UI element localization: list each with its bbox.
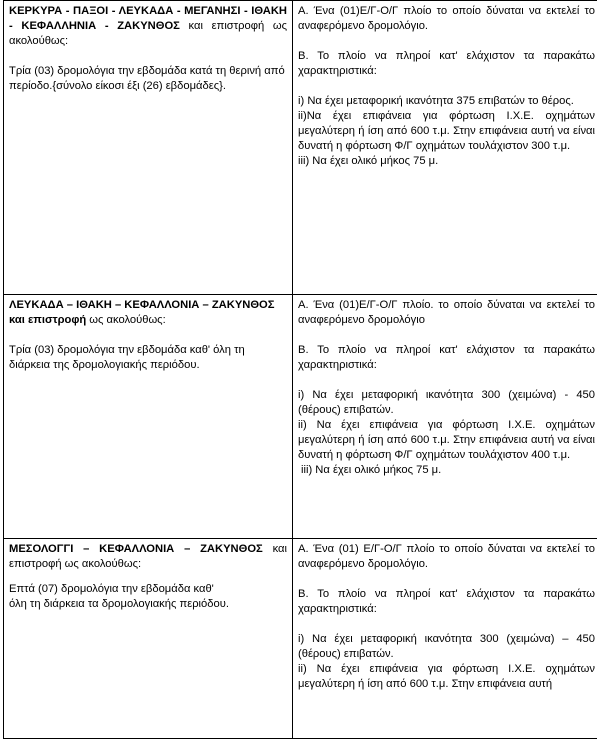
req-b: Β. Το πλοίο να πληροί κατ' ελάχιστον τα παρακάτω χαρακτηριστικά:	[298, 49, 595, 79]
req-b: Β. Το πλοίο να πληροί κατ' ελάχιστον τα παρακάτω χαρακτηριστικά:	[298, 343, 595, 373]
table-row	[4, 1, 597, 295]
req-a: Α. Ένα (01)Ε/Γ-Ο/Γ πλοίο. το οποίο δύναται να εκτελεί το αναφερόμενο δρομολόγιο	[298, 298, 595, 328]
req-a: Α. Ένα (01)Ε/Γ-Ο/Γ πλοίο το οποίο δύναται να εκτελεί το αναφερόμενο δρομολόγιο.	[298, 4, 595, 34]
route-cell	[4, 539, 293, 739]
requirements-cell	[293, 1, 597, 295]
schedule-text: Τρία (03) δρομολόγια την εβδομάδα κατά τη θερινή από περίοδο.{σύνολο είκοσι έξι (26) εβδομάδες}.	[9, 64, 287, 94]
route-tail: και επιστροφή ως ακολούθως:	[9, 543, 287, 570]
req-a: Α. Ένα (01) Ε/Γ-Ο/Γ πλοίο το οποίο δύναται να εκτελεί το αναφερόμενο δρομολόγιο.	[298, 542, 595, 572]
table-row	[4, 295, 597, 539]
requirements-cell	[293, 295, 597, 539]
schedule-text: Τρία (03) δρομολόγια την εβδομάδα καθ' όλη τη διάρκεια της δρομολογιακής περιόδου.	[9, 343, 287, 373]
route-tail: ως ακολούθως:	[86, 314, 166, 326]
req-ii: ii) Να έχει επιφάνεια για φόρτωση Ι.Χ.Ε. οχημάτων μεγαλύτερη ή ίση από 600 τ.μ. Στην επιφάνεια αυτή να είναι δυνατή η φόρτωση Φ/Γ οχημάτων τουλάχιστον 400 τ.μ.	[298, 418, 595, 463]
route-cell	[4, 1, 293, 295]
route-title	[9, 298, 287, 328]
route-name: ΚΕΡΚΥΡΑ - ΠΑΞΟΙ - ΛΕΥΚΑΔΑ - ΜΕΓΑΝΗΣΙ - ΙΘΑΚΗ - ΚΕΦΑΛΛΗΝΙΑ - ΖΑΚΥΝΘΟΣ	[9, 5, 287, 32]
route-name: ΜΕΣΟΛΟΓΓΙ – ΚΕΦΑΛΛΟΝΙΑ – ΖΑΚΥΝΘΟΣ	[9, 543, 263, 555]
req-ii: ii) Να έχει επιφάνεια για φόρτωση Ι.Χ.Ε. οχημάτων μεγαλύτερη ή ίση από 600 τ.μ. Στην επιφάνεια αυτή	[298, 662, 595, 692]
req-b: Β. Το πλοίο να πληροί κατ' ελάχιστον τα παρακάτω χαρακτηριστικά:	[298, 587, 595, 617]
requirements-cell	[293, 539, 597, 739]
route-title	[9, 542, 287, 572]
table-row	[4, 539, 597, 739]
req-i: i) Να έχει μεταφορική ικανότητα 375 επιβατών το θέρος.	[298, 94, 595, 109]
routes-table	[3, 0, 597, 739]
route-name: ΛΕΥΚΑΔΑ – ΙΘΑΚΗ – ΚΕΦΑΛΛΟΝΙΑ – ΖΑΚΥΝΘΟΣ και επιστροφή	[9, 299, 274, 326]
req-ii: ii)Να έχει επιφάνεια για φόρτωση Ι.Χ.Ε. οχημάτων μεγαλύτερη ή ίση από 600 τ.μ. Στην επιφάνεια αυτή να είναι δυνατή η φόρτωση Φ/Γ οχημάτων τουλάχιστον 300 τ.μ.	[298, 109, 595, 154]
schedule-line-2: όλη τη διάρκεια τα δρομολογιακής περιόδου.	[9, 597, 287, 612]
schedule-line-1: Επτά (07) δρομολόγια την εβδομάδα καθ'	[9, 582, 287, 597]
route-tail: και επιστροφή ως ακολούθως:	[9, 20, 287, 47]
req-i: i) Να έχει μεταφορική ικανότητα 300 (χειμώνα) - 450 (θέρους) επιβατών.	[298, 388, 595, 418]
req-iii: iii) Να έχει ολικό μήκος 75 μ.	[298, 463, 595, 478]
req-i: i) Να έχει μεταφορική ικανότητα 300 (χειμώνα) – 450 (θέρους) επιβατών.	[298, 632, 595, 662]
route-cell	[4, 295, 293, 539]
route-title	[9, 4, 287, 49]
req-iii: iii) Να έχει ολικό μήκος 75 μ.	[298, 154, 595, 169]
